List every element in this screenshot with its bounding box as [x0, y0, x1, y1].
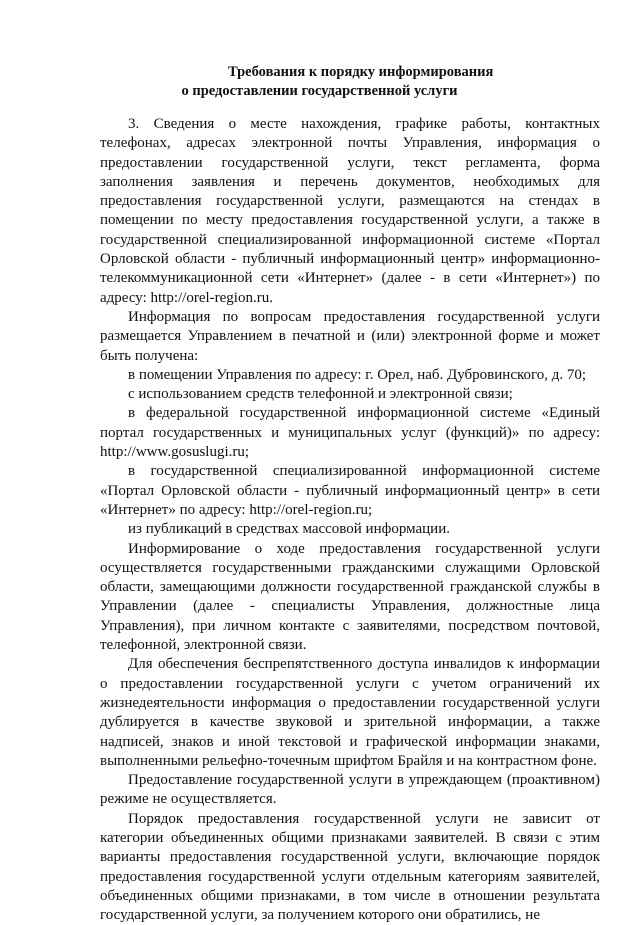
paragraph: Для обеспечения беспрепятственного доступа инвалидов к информации о предоставлении государственной услуги с учетом ограничений их жизнедеятельности информация о предоставлении государственной услуги дублируется в качестве звуковой и зрительной информации, а также надписей, знаков и иной текстовой и графической информации знаками, выполненными рельефно-точечным шрифтом Брайля и на контрастном фоне.: [100, 656, 600, 769]
paragraph: Порядок предоставления государственной услуги не зависит от категории объединенных общими признаками заявителей. В связи с этим варианты предоставления государственной услуги, включающие порядок предоставления государственной услуги отдельным категориям заявителей, объединенных общими признаками, в том числе в отношении результата государственной услуги, за получением которого они обратились, не: [100, 810, 600, 924]
paragraph: 3. Сведения о месте нахождения, графике работы, контактных телефонах, адресах электронной почты Управления, информация о предоставлении государственной услуги, текст регламента, форма заполнения заявления и перечень документов, необходимых для предоставления государственной услуги, размещаются на стендах в помещении по месту предоставления государственной услуги, а также в государственной специализированной информационной системе «Портал Орловской области - публичный информационный центр» информационно-телекоммуникационной сети «Интернет» (далее - в сети «Интернет») по адресу: http://orel-region.ru.: [100, 116, 600, 306]
document-body: [100, 115, 600, 925]
paragraph: из публикаций в средствах массовой информации.: [128, 521, 450, 538]
paragraph: в государственной специализированной информационной системе «Портал Орловской области - публичный информационный центр» в сети «Интернет» по адресу: http://orel-region.ru;: [100, 463, 600, 518]
paragraph: с использованием средств телефонной и электронной связи;: [128, 386, 513, 403]
paragraph: в помещении Управления по адресу: г. Орел, наб. Дубровинского, д. 70;: [128, 366, 587, 383]
paragraph: Информирование о ходе предоставления государственной услуги осуществляется государственными гражданскими служащими Орловской области, замещающими должности государственной гражданской службы в Управлении (далее - специалисты Управления, должностные лица Управления), при личном контакте с заявителями, посредством почтовой, телефонной, электронной связи.: [100, 540, 600, 654]
document-title-line-2: о предоставлении государственной услуги: [181, 83, 458, 99]
paragraph: в федеральной государственной информационной системе «Единый портал государственных и муниципальных услуг (функций)» по адресу: http://www.gosuslugi.ru;: [100, 405, 600, 461]
paragraph: Информация по вопросам предоставления государственной услуги размещается Управлением в печатной и (или) электронной форме и может быть получена:: [100, 308, 600, 364]
paragraph: Предоставление государственной услуги в упреждающем (проактивном) режиме не осуществляется.: [100, 772, 600, 808]
document-title-line-1: Требования к порядку информирования: [228, 64, 494, 80]
